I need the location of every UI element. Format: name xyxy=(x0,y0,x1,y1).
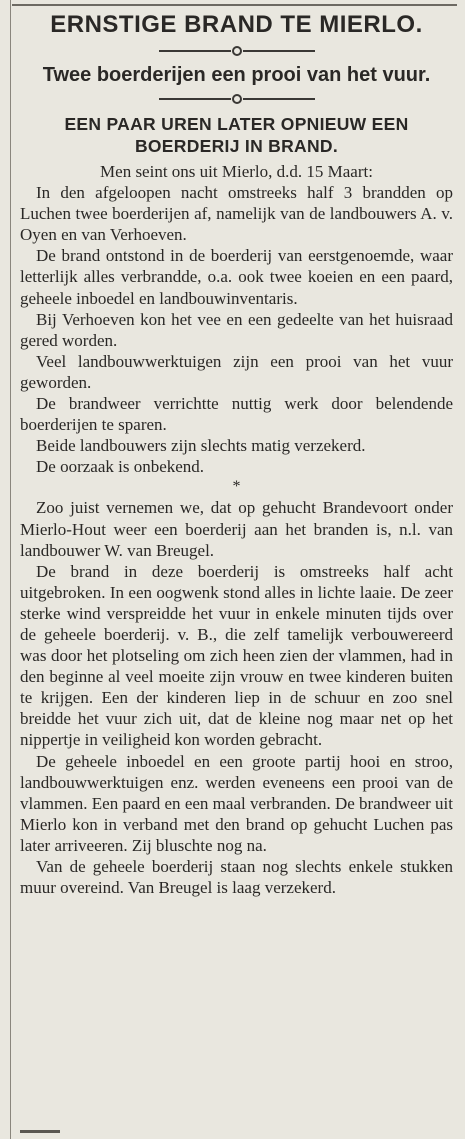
top-rule xyxy=(12,4,457,6)
paragraph: De oorzaak is onbekend. xyxy=(36,457,205,477)
paragraph: Van de geheele boerderij staan nog slechts enkele stukken muur overeind. Van Breugel is laag verzekerd. xyxy=(20,857,453,898)
article-body xyxy=(20,161,453,898)
headline: ERNSTIGE BRAND TE MIERLO. xyxy=(50,11,423,38)
paragraph: Beide landbouwers zijn slechts matig verzekerd. xyxy=(36,436,366,456)
secondary-subheadline: EEN PAAR UREN LATER OPNIEUW EEN BOERDERIJ IN BRAND. xyxy=(64,114,409,156)
bottom-rule xyxy=(20,1130,60,1133)
ornamental-divider xyxy=(20,91,453,107)
paragraph: De geheele inboedel en een groote partij hooi en stroo, landbouwwerktuigen enz. werden eveneens een prooi van de vlammen. Een paard en een maal verbranden. De brandweer uit Mierlo kon in verband met den brand op gehucht Luchen pas later arriveeren. Zij bluschte nog na. xyxy=(20,751,453,855)
subheadline: Twee boerderijen een prooi van het vuur. xyxy=(42,64,431,86)
paragraph: Bij Verhoeven kon het vee en een gedeelte van het huisraad gered worden. xyxy=(20,309,453,350)
paragraph: Veel landbouwwerktuigen zijn een prooi van het vuur geworden. xyxy=(20,351,453,392)
ornamental-divider xyxy=(20,43,453,59)
section-separator: * xyxy=(232,478,241,496)
paragraph: De brandweer verrichtte nuttig werk door belendende boerderijen te sparen. xyxy=(20,394,453,435)
column-rule xyxy=(10,0,11,1139)
paragraph: De brand in deze boerderij is omstreeks half acht uitgebroken. In een oogwenk stond alles in lichte laaie. De zeer sterke wind verspreidde het vuur in enkele minuten tijds over de geheele boerderij. v. B., die zelf tamelijk verbouwereerd was door het plotseling om zich heen zien der vlammen, had in den beginne al veel moeite zijn vrouw en twee kinderen buiten te krijgen. Een der kinderen liep in de schuur en zoo snel breidde het vuur zich uit, dat de kleine nog maar net op het nippertje in veiligheid kon worden gebracht. xyxy=(20,561,453,750)
paragraph: Zoo juist vernemen we, dat op gehucht Brandevoort onder Mierlo-Hout weer een boerderij aan het branden is, n.l. van landbouwer W. van Breugel. xyxy=(20,498,453,560)
paragraph: De brand ontstond in de boerderij van eerstgenoemde, waar letterlijk alles verbrandde, o.a. ook twee koeien en een paard, geheele inboedel en landbouwinventaris. xyxy=(20,246,453,308)
paragraph: In den afgeloopen nacht omstreeks half 3 brandden op Luchen twee boerderijen af, namelijk van de landbouwers A. v. Oyen en van Verhoeven. xyxy=(20,183,453,245)
dateline: Men seint ons uit Mierlo, d.d. 15 Maart: xyxy=(100,162,373,181)
